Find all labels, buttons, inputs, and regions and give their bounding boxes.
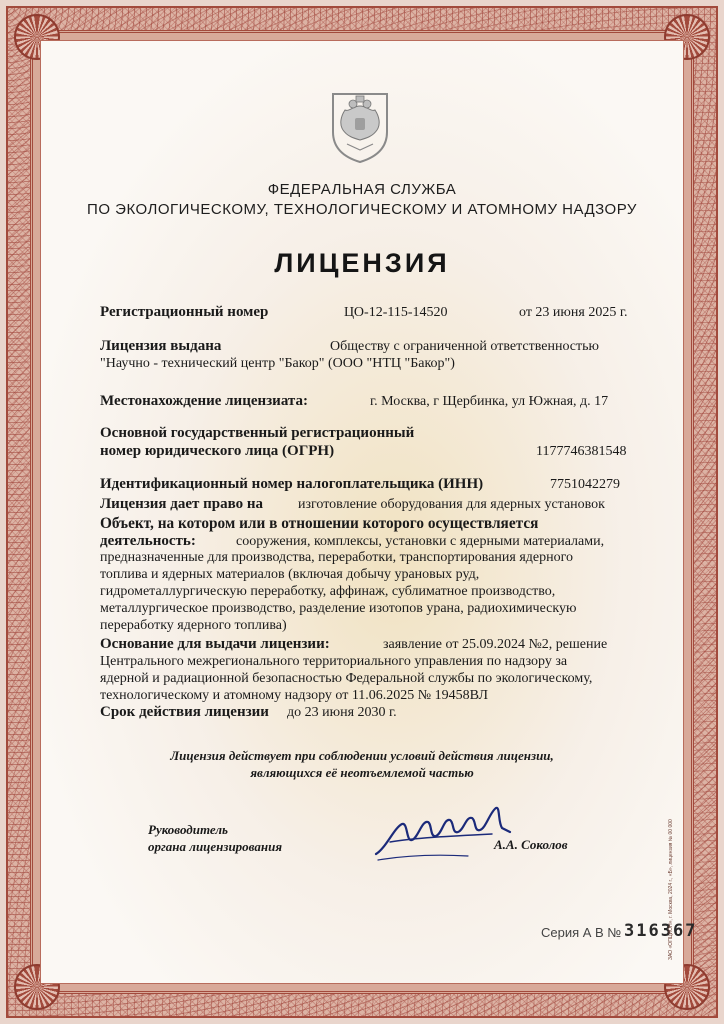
registration-label: Регистрационный номер [100, 304, 269, 320]
basis-label: Основание для выдачи лицензии: [100, 636, 330, 652]
issued-to-line1: Обществу с ограниченной ответственностью [330, 339, 599, 354]
basis-line2: Центрального межрегионального территориального управления по надзору за [100, 654, 568, 669]
issued-to-label: Лицензия выдана [100, 338, 222, 354]
inn-label: Идентификационный номер налогоплательщика (ИНН) [100, 476, 484, 492]
notice-line2: являющихся её неотъемлемой частью [250, 765, 474, 780]
document-title: ЛИЦЕНЗИЯ [274, 248, 450, 278]
registration-date: от 23 июня 2025 г. [519, 305, 628, 320]
validity-label: Срок действия лицензии [100, 704, 269, 720]
basis-line4: технологическому и атомному надзору от 11.06.2025 № 19458ВЛ [100, 688, 488, 703]
object-line6: переработку ядерного топлива) [100, 618, 287, 633]
object-line1: сооружения, комплексы, установки с ядерными материалами, [236, 534, 605, 549]
signatory-title-line1: Руководитель [148, 822, 228, 837]
issued-to-line2: "Научно - технический центр "Бакор" (ООО "НТЦ "Бакор") [100, 356, 455, 371]
coat-of-arms-icon [327, 88, 393, 164]
object-label-line2: деятельность: [100, 533, 196, 549]
registration-number: ЦО-12-115-14520 [344, 305, 448, 320]
inn-value: 7751042279 [550, 477, 620, 492]
object-line4: гидрометаллургическую переработку, аффинаж, сублиматное производство, [100, 584, 556, 599]
ogrn-value: 1177746381548 [536, 444, 627, 459]
object-line2: предназначенные для производства, переработки, транспортирования ядерного [100, 550, 573, 565]
notice-line1: Лицензия действует при соблюдении условий действия лицензии, [170, 748, 554, 763]
validity-value: до 23 июня 2030 г. [287, 705, 397, 720]
object-line5: металлургическое производство, разделение изотопов урана, радиохимическую [100, 601, 577, 616]
license-right-label: Лицензия дает право на [100, 496, 264, 512]
basis-line1: заявление от 25.09.2024 №2, решение [383, 637, 608, 652]
agency-name-line2: ПО ЭКОЛОГИЧЕСКОМУ, ТЕХНОЛОГИЧЕСКОМУ И АТОМНОМУ НАДЗОРУ [87, 201, 637, 218]
object-line3: топлива и ядерных материалов (включая добычу урановых руд, [100, 567, 480, 582]
series-label: Серия А В № [541, 925, 622, 940]
signatory-name: А.А. Соколов [494, 837, 568, 852]
license-right-value: изготовление оборудования для ядерных установок [298, 497, 605, 512]
ogrn-label-line2: номер юридического лица (ОГРН) [100, 443, 335, 459]
location-value: г. Москва, г Щербинка, ул Южная, д. 17 [370, 394, 609, 409]
series-number: 316367 [624, 921, 698, 941]
signatory-title-line2: органа лицензирования [148, 839, 283, 854]
ogrn-label-line1: Основной государственный регистрационный [100, 425, 415, 441]
object-label-line1: Объект, на котором или в отношении которого осуществляется [100, 515, 539, 532]
location-label: Местонахождение лицензиата: [100, 393, 308, 409]
basis-line3: ядерной и радиационной безопасностью Федеральной службы по экологическому, [100, 671, 593, 686]
signature-icon [372, 798, 538, 864]
agency-name-line1: ФЕДЕРАЛЬНАЯ СЛУЖБА [267, 181, 457, 198]
printer-side-note: ЗАО «ОПЦИОН», г. Москва, 2024 г., «Б», лицензия № 00 000 [668, 819, 674, 960]
